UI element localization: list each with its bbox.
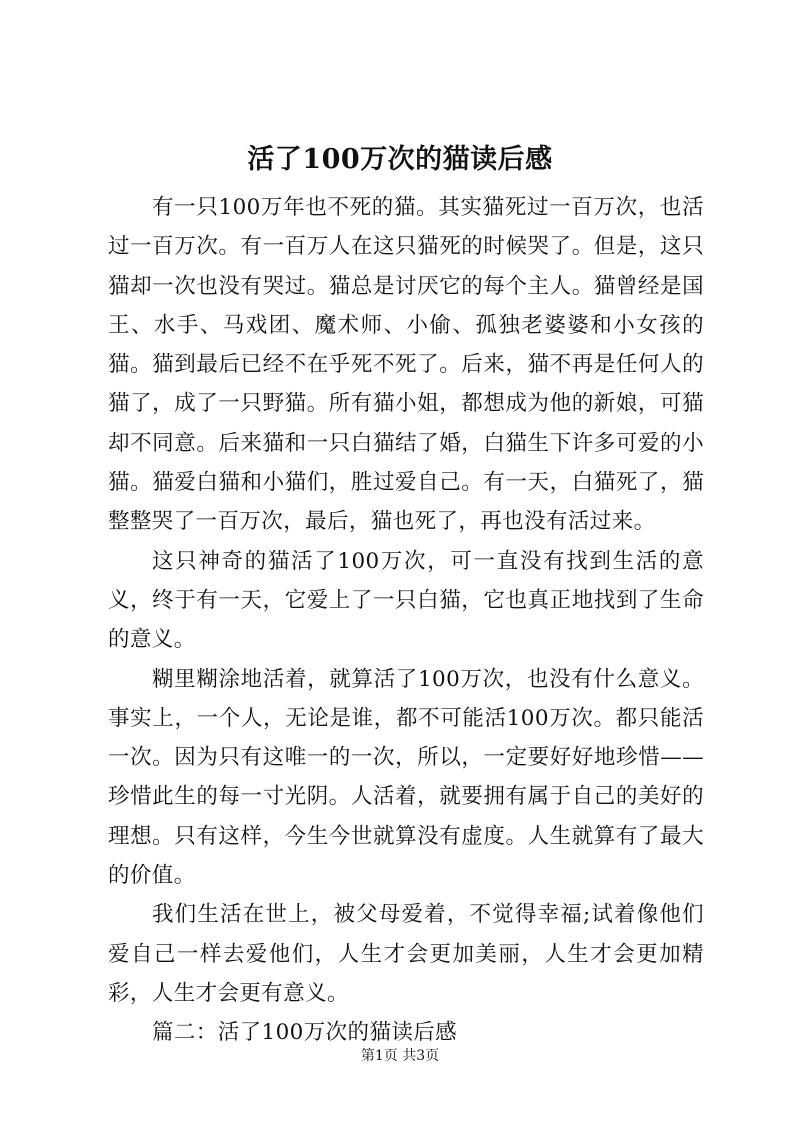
- page-number-footer: 第1页 共3页: [360, 1048, 440, 1064]
- paragraph: 有一只100万年也不死的猫。其实猫死过一百万次，也活过一百万次。有一百万人在这只猫死的时候哭了。但是，这只猫却一次也没有哭过。猫总是讨厌它的每个主人。猫曾经是国王、水手、马戏团、魔术师、小偷、孤独老婆婆和小女孩的猫。猫到最后已经不在乎死不死了。后来，猫不再是任何人的猫了，成了一只野猫。所有猫小姐，都想成为他的新娘，可猫却不同意。后来猫和一只白猫结了婚，白猫生下许多可爱的小猫。猫爱白猫和小猫们，胜过爱自己。有一天，白猫死了，猫整整哭了一百万次，最后，猫也死了，再也没有活过来。: [108, 195, 704, 535]
- paragraph: 糊里糊涂地活着，就算活了100万次，也没有什么意义。事实上，一个人，无论是谁，都不可能活100万次。都只能活一次。因为只有这唯一的一次，所以，一定要好好地珍惜——珍惜此生的每一寸光阴。人活着，就要拥有属于自己的美好的理想。只有这样，今生今世就算没有虚度。人生就算有了最大的价值。: [108, 666, 704, 889]
- paragraph: 这只神奇的猫活了100万次，可一直没有找到生活的意义，终于有一天，它爱上了一只白猫，它也真正地找到了生命的意义。: [108, 548, 704, 653]
- section-heading-paragraph: 篇二：活了100万次的猫读后感: [152, 1020, 458, 1046]
- document-title: 活了100万次的猫读后感: [247, 144, 553, 175]
- paragraph: 我们生活在世上，被父母爱着，不觉得幸福;试着像他们爱自己一样去爱他们，人生才会更加美丽，人生才会更加精彩，人生才会更有意义。: [108, 902, 704, 1006]
- document-body: [108, 188, 704, 1053]
